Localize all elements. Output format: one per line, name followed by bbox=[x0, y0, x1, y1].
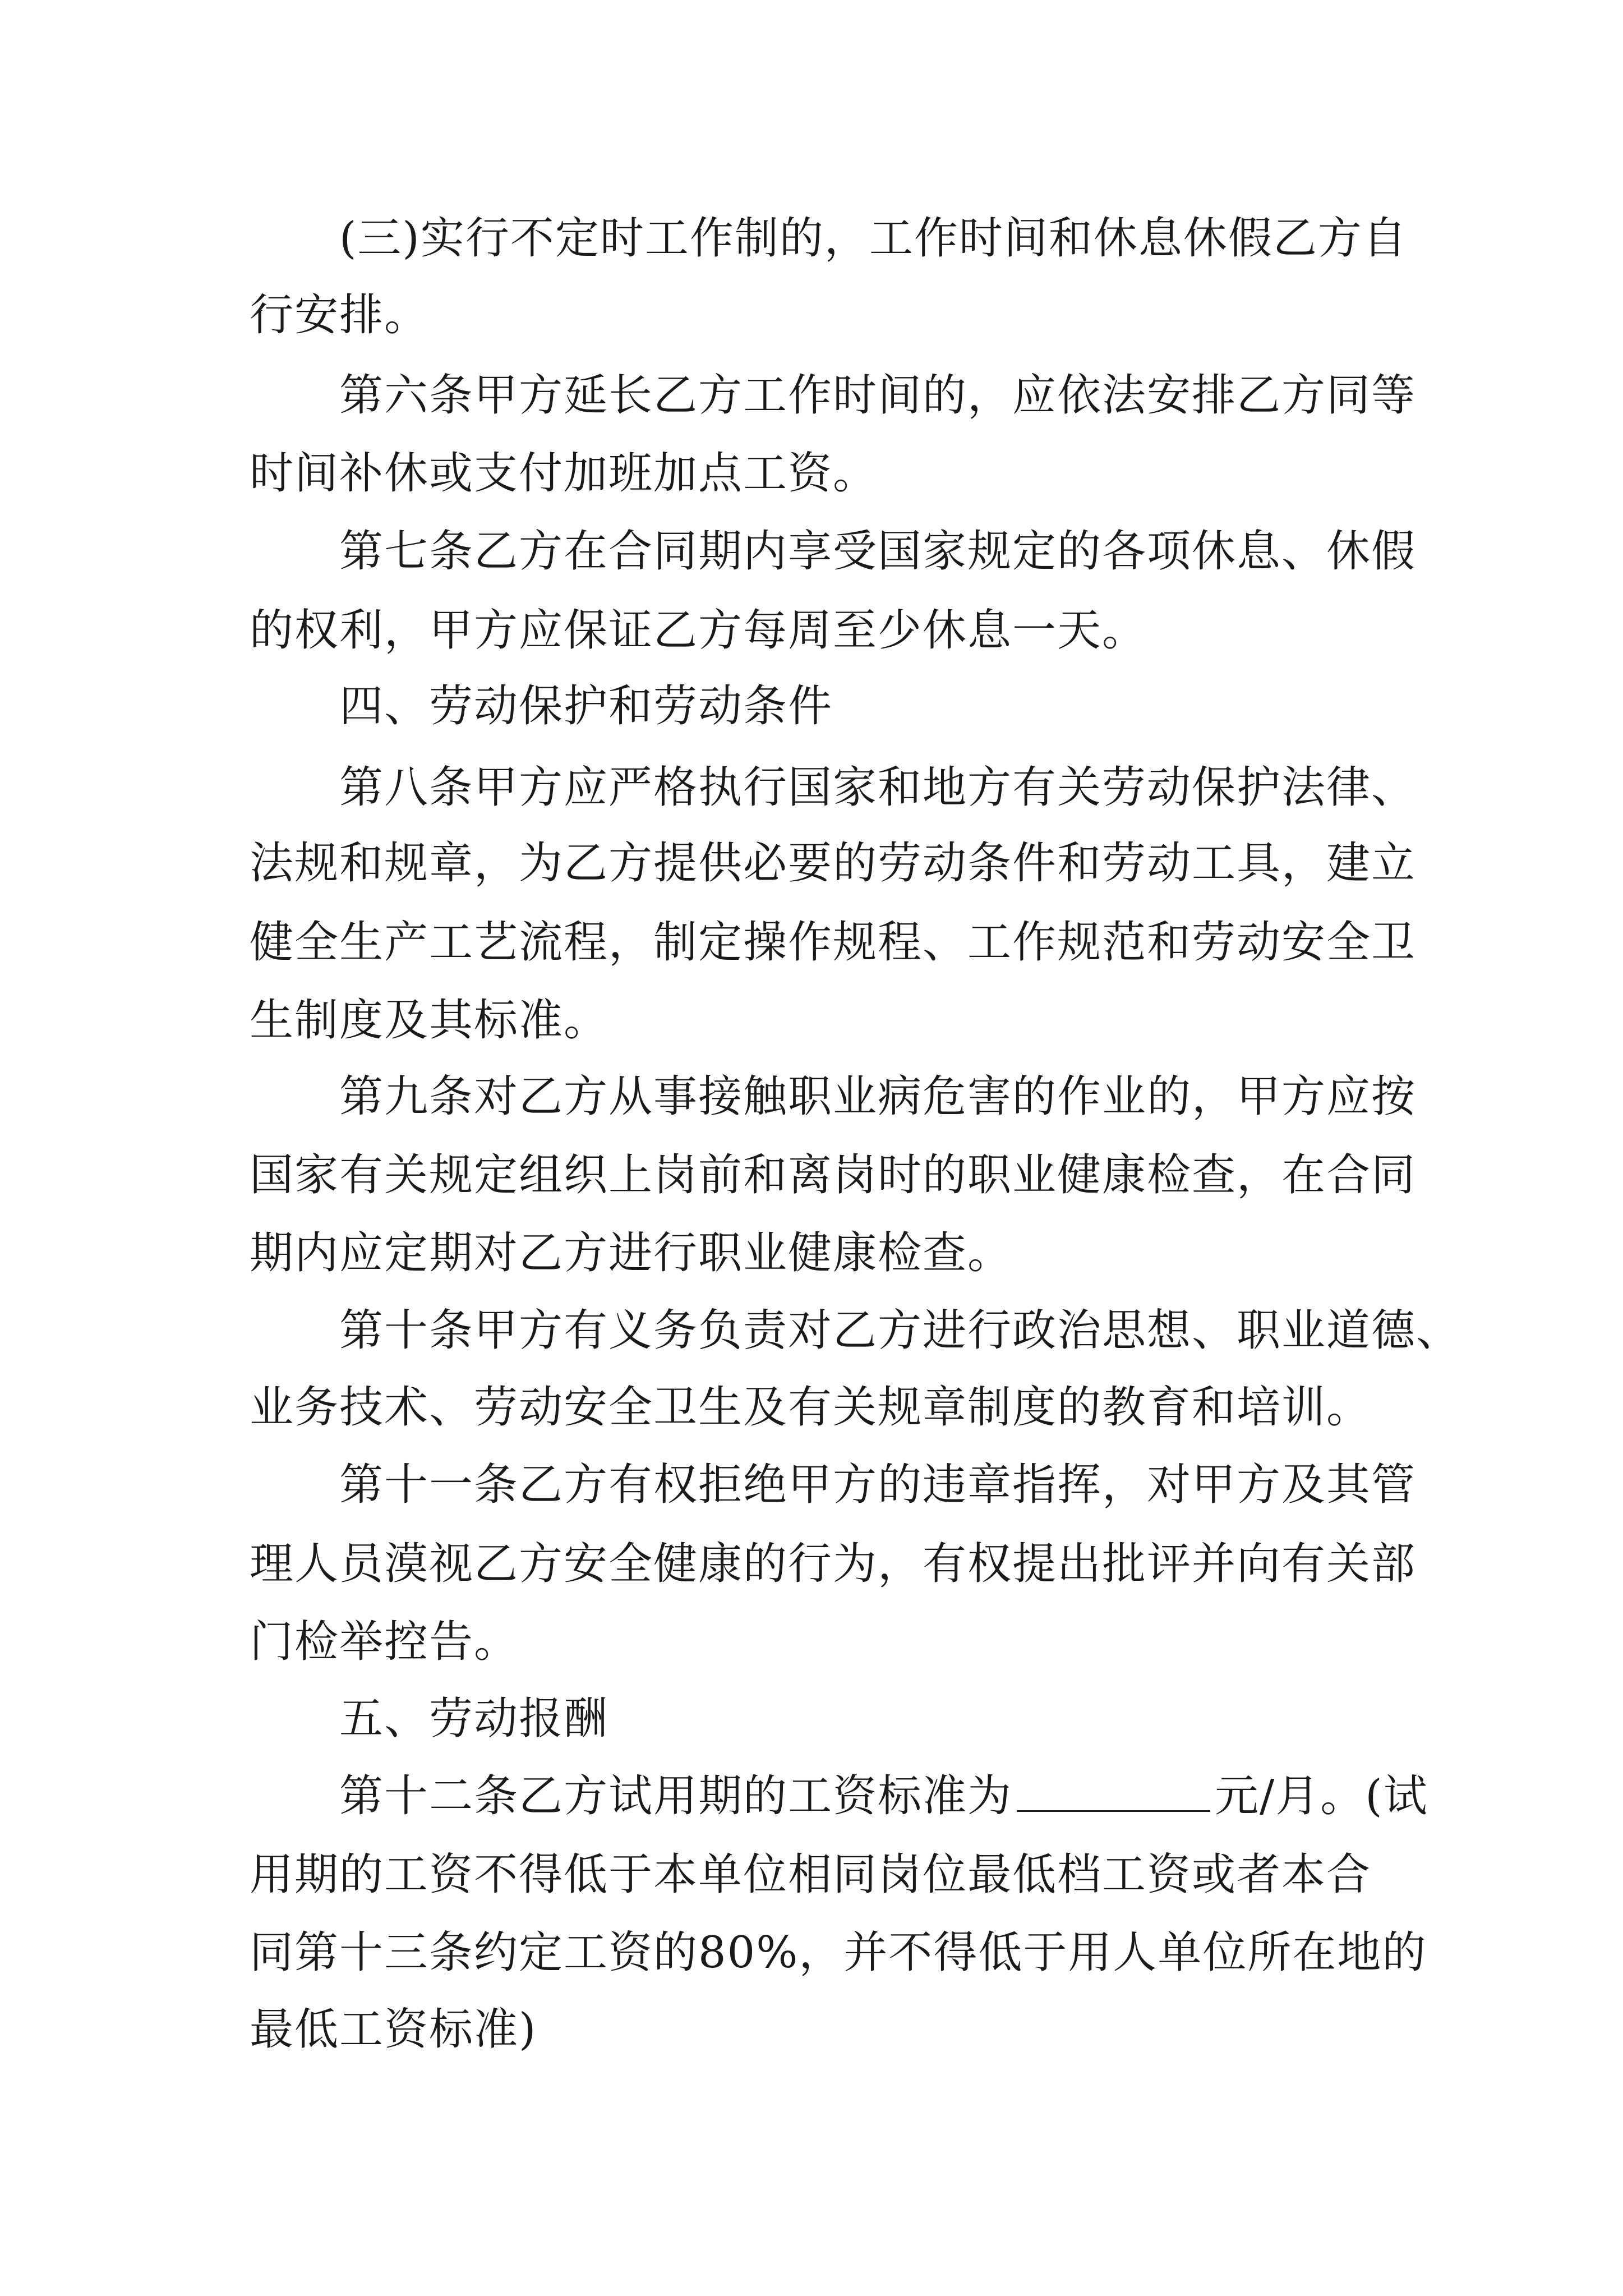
text-line: 同第十三条约定工资的80%，并不得低于用人单位所在地的 bbox=[250, 1927, 1427, 1978]
section-heading: 四、劳动保护和劳动条件 bbox=[339, 681, 833, 731]
wage-amount-blank bbox=[1017, 1763, 1210, 1812]
text-line: 第十一条乙方有权拒绝甲方的违章指挥，对甲方及其管 bbox=[339, 1460, 1417, 1510]
text-line: 业务技术、劳动安全卫生及有关规章制度的教育和培训。 bbox=[250, 1382, 1372, 1433]
text-line: 国家有关规定组织上岗前和离岗时的职业健康检查，在合同 bbox=[250, 1150, 1417, 1200]
section-heading: 五、劳动报酬 bbox=[339, 1694, 609, 1744]
text-line: 的权利，甲方应保证乙方每周至少休息一天。 bbox=[250, 605, 1147, 656]
text-line: 第六条甲方延长乙方工作时间的，应依法安排乙方同等 bbox=[339, 370, 1417, 421]
text-line: (三)实行不定时工作制的，工作时间和休息休假乙方自 bbox=[339, 213, 1408, 264]
text-line: 第七条乙方在合同期内享受国家规定的各项休息、休假 bbox=[339, 526, 1417, 577]
text-line: 第九条对乙方从事接触职业病危害的作业的，甲方应按 bbox=[339, 1071, 1417, 1122]
wage-line bbox=[339, 1763, 1428, 1829]
text-line: 用期的工资不得低于本单位相同岗位最低档工资或者本合 bbox=[250, 1849, 1372, 1900]
text-line: 第十条甲方有义务负责对乙方进行政治思想、职业道德、 bbox=[339, 1305, 1461, 1356]
text-line: 理人员漠视乙方安全健康的行为，有权提出批评并向有关部 bbox=[250, 1539, 1417, 1589]
text-line: 期内应定期对乙方进行职业健康检查。 bbox=[250, 1228, 1013, 1278]
text-line: 时间补休或支付加班加点工资。 bbox=[250, 448, 878, 499]
text-line: 法规和规章，为乙方提供必要的劳动条件和劳动工具，建立 bbox=[250, 838, 1417, 889]
text-line: 行安排。 bbox=[250, 290, 430, 341]
text-line: 健全生产工艺流程，制定操作规程、工作规范和劳动安全卫 bbox=[250, 917, 1417, 968]
text-line: 最低工资标准) bbox=[250, 2004, 537, 2055]
wage-text-after: 元/月。(试 bbox=[1215, 1771, 1428, 1821]
wage-text-before: 第十二条乙方试用期的工资标准为 bbox=[339, 1771, 1013, 1821]
text-line: 门检举控告。 bbox=[250, 1617, 519, 1667]
text-line: 生制度及其标准。 bbox=[250, 995, 609, 1046]
text-line: 第八条甲方应严格执行国家和地方有关劳动保护法律、 bbox=[339, 762, 1417, 813]
